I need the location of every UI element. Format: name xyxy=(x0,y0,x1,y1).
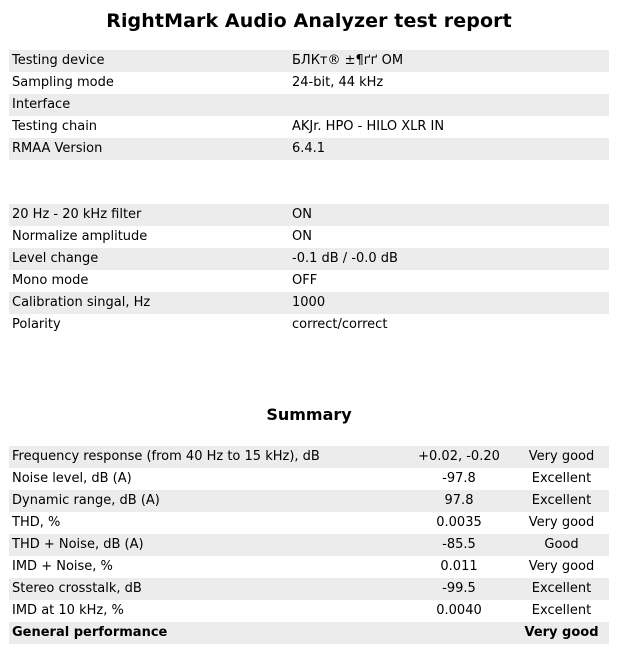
summary-rating: Excellent xyxy=(514,468,609,490)
summary-parameter: IMD + Noise, % xyxy=(9,556,404,578)
device-info-value: БЛКт® ±¶ґґ ОМ xyxy=(289,50,609,72)
setting-value: OFF xyxy=(289,270,609,292)
table-row xyxy=(9,72,609,94)
summary-rating: Very good xyxy=(514,622,609,644)
table-row xyxy=(9,314,609,336)
setting-value: -0.1 dB / -0.0 dB xyxy=(289,248,609,270)
summary-parameter: Frequency response (from 40 Hz to 15 kHz), dB xyxy=(9,446,404,468)
summary-value: -99.5 xyxy=(404,578,514,600)
table-row xyxy=(9,512,609,534)
summary-rating: Very good xyxy=(514,512,609,534)
general-performance-row xyxy=(9,622,609,644)
table-row xyxy=(9,292,609,314)
table-row xyxy=(9,116,609,138)
summary-parameter: Noise level, dB (A) xyxy=(9,468,404,490)
setting-key: Calibration singal, Hz xyxy=(9,292,289,314)
device-info-key: RMAA Version xyxy=(9,138,289,160)
setting-value: ON xyxy=(289,204,609,226)
summary-parameter: General performance xyxy=(9,622,404,644)
table-row xyxy=(9,138,609,160)
table-row xyxy=(9,248,609,270)
summary-rating: Very good xyxy=(514,446,609,468)
summary-value: 0.011 xyxy=(404,556,514,578)
table-row xyxy=(9,534,609,556)
summary-parameter: Dynamic range, dB (A) xyxy=(9,490,404,512)
table-row xyxy=(9,50,609,72)
device-info-table xyxy=(9,50,609,160)
device-info-key: Interface xyxy=(9,94,289,116)
summary-rating: Excellent xyxy=(514,490,609,512)
summary-value xyxy=(404,622,514,644)
setting-key: Normalize amplitude xyxy=(9,226,289,248)
device-info-key: Sampling mode xyxy=(9,72,289,94)
summary-value: 97.8 xyxy=(404,490,514,512)
summary-table xyxy=(9,446,609,644)
summary-rating: Good xyxy=(514,534,609,556)
summary-parameter: THD, % xyxy=(9,512,404,534)
setting-key: 20 Hz - 20 kHz filter xyxy=(9,204,289,226)
setting-key: Polarity xyxy=(9,314,289,336)
summary-value: +0.02, -0.20 xyxy=(404,446,514,468)
summary-parameter: Stereo crosstalk, dB xyxy=(9,578,404,600)
device-info-value xyxy=(289,94,609,116)
setting-value: 1000 xyxy=(289,292,609,314)
settings-table xyxy=(9,204,609,336)
table-row xyxy=(9,226,609,248)
summary-parameter: THD + Noise, dB (A) xyxy=(9,534,404,556)
summary-rating: Excellent xyxy=(514,600,609,622)
summary-rating: Excellent xyxy=(514,578,609,600)
summary-value: -85.5 xyxy=(404,534,514,556)
device-info-key: Testing chain xyxy=(9,116,289,138)
device-info-value: 6.4.1 xyxy=(289,138,609,160)
table-row xyxy=(9,556,609,578)
setting-key: Mono mode xyxy=(9,270,289,292)
device-info-value: 24-bit, 44 kHz xyxy=(289,72,609,94)
table-row xyxy=(9,490,609,512)
report-title: RightMark Audio Analyzer test report xyxy=(106,10,512,32)
summary-title: Summary xyxy=(266,405,352,424)
summary-parameter: IMD at 10 kHz, % xyxy=(9,600,404,622)
table-row xyxy=(9,94,609,116)
setting-key: Level change xyxy=(9,248,289,270)
summary-rating: Very good xyxy=(514,556,609,578)
summary-value: 0.0035 xyxy=(404,512,514,534)
table-row xyxy=(9,468,609,490)
table-row xyxy=(9,270,609,292)
device-info-value: AKJr. HPO - HILO XLR IN xyxy=(289,116,609,138)
table-row xyxy=(9,578,609,600)
summary-value: 0.0040 xyxy=(404,600,514,622)
table-row xyxy=(9,600,609,622)
device-info-key: Testing device xyxy=(9,50,289,72)
summary-value: -97.8 xyxy=(404,468,514,490)
table-row xyxy=(9,204,609,226)
setting-value: correct/correct xyxy=(289,314,609,336)
table-row xyxy=(9,446,609,468)
setting-value: ON xyxy=(289,226,609,248)
